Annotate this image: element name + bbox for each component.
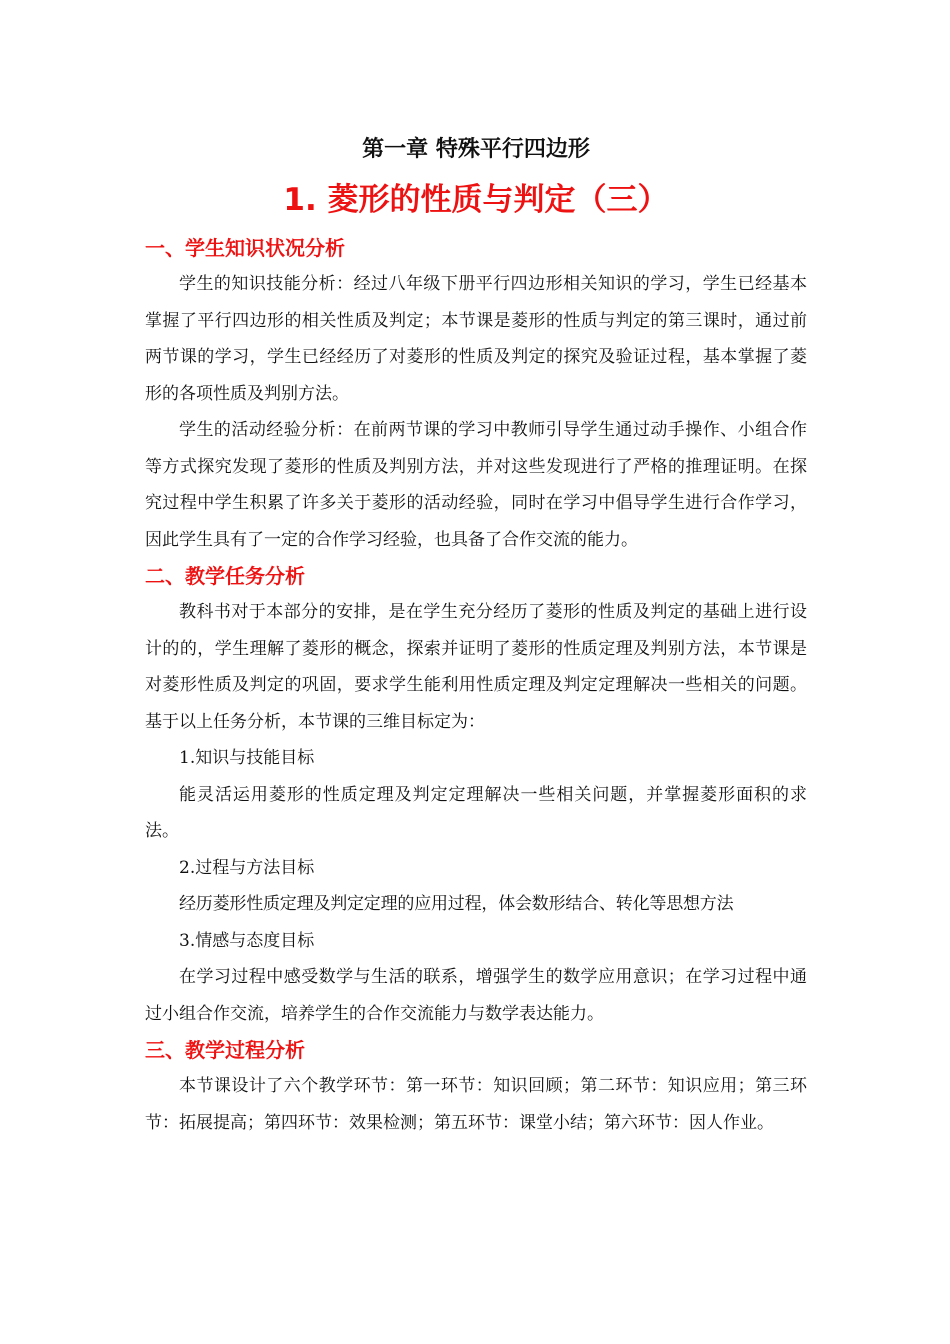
- goal-text-emotion: 在学习过程中感受数学与生活的联系，增强学生的数学应用意识；在学习过程中通过小组合作交流，培养学生的合作交流能力与数学表达能力。: [145, 967, 807, 1024]
- document-content: [145, 128, 807, 1141]
- goal-text-process: 经历菱形性质定理及判定定理的应用过程，体会数形结合、转化等思想方法: [179, 894, 734, 914]
- section-heading-task-analysis: 二、教学任务分析: [145, 564, 305, 588]
- section-heading-student-analysis: 一、学生知识状况分析: [145, 236, 345, 260]
- paragraph-activity-experience: 学生的活动经验分析：在前两节课的学习中教师引导学生通过动手操作、小组合作等方式探究发现了菱形的性质及判别方法，并对这些发现进行了严格的推理证明。在探究过程中学生积累了许多关于菱形的活动经验，同时在学习中倡导学生进行合作学习，因此学生具有了一定的合作学习经验，也具备了合作交流的能力。: [145, 420, 807, 550]
- chapter-title: 第一章 特殊平行四边形: [362, 137, 590, 162]
- goal-text-knowledge: 能灵活运用菱形的性质定理及判定定理解决一些相关问题，并掌握菱形面积的求法。: [145, 784, 807, 841]
- goal-label-process: 2.过程与方法目标: [179, 857, 315, 878]
- goal-label-emotion: 3.情感与态度目标: [179, 930, 315, 951]
- goal-label-knowledge: 1.知识与技能目标: [179, 748, 315, 768]
- section-heading-process-analysis: 三、教学过程分析: [145, 1038, 305, 1062]
- paragraph-process-analysis: 本节课设计了六个教学环节：第一环节：知识回顾；第二环节：知识应用；第三环节：拓展提高；第四环节：效果检测；第五环节：课堂小结；第六环节：因人作业。: [145, 1076, 807, 1133]
- lesson-title: 1. 菱形的性质与判定（三）: [283, 182, 669, 218]
- paragraph-knowledge-skills: 学生的知识技能分析：经过八年级下册平行四边形相关知识的学习，学生已经基本掌握了平行四边形的相关性质及判定；本节课是菱形的性质与判定的第三课时，通过前两节课的学习，学生已经经历了对菱形的性质及判定的探究及验证过程，基本掌握了菱形的各项性质及判别方法。: [145, 274, 807, 404]
- paragraph-task-analysis: 教科书对于本部分的安排，是在学生充分经历了菱形的性质及判定的基础上进行设计的的，学生理解了菱形的概念，探索并证明了菱形的性质定理及判别方法，本节课是对菱形性质及判定的巩固，要求学生能利用性质定理及判定定理解决一些相关的问题。基于以上任务分析，本节课的三维目标定为：: [145, 602, 807, 732]
